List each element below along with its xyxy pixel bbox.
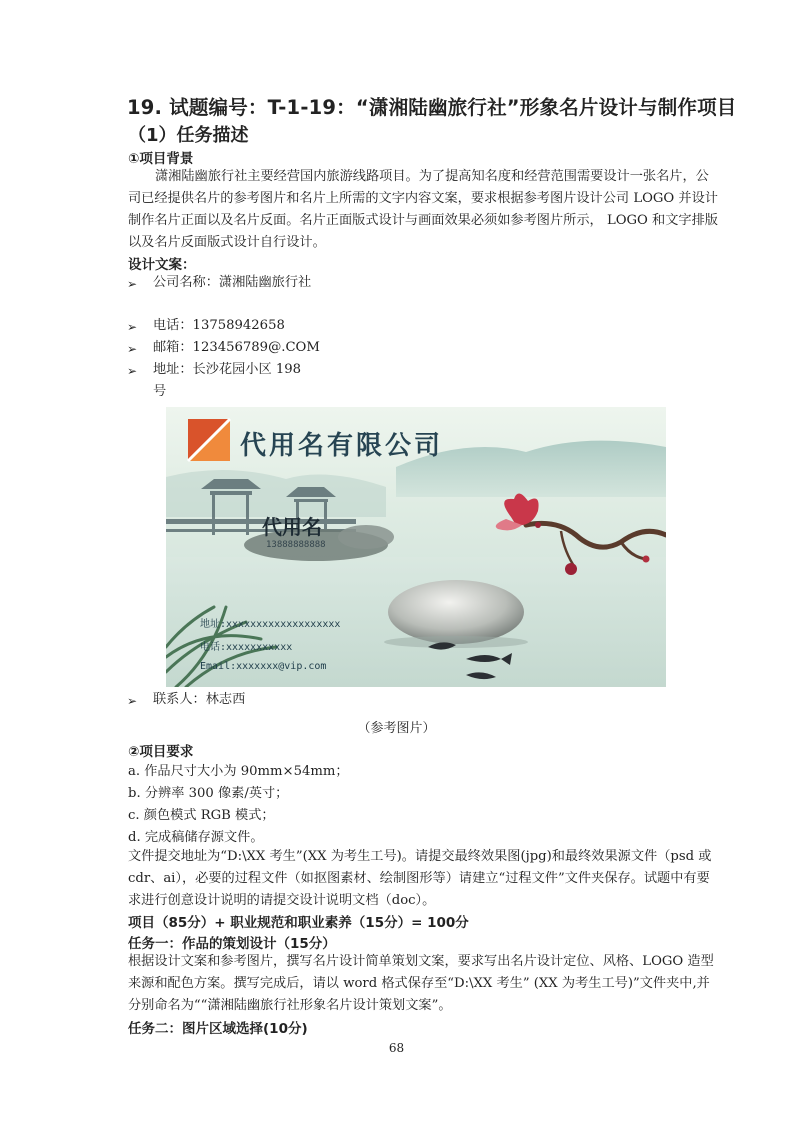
requirement-item: a. 作品尺寸大小为 90mm×54mm； bbox=[128, 764, 349, 779]
arrow-bullet-icon: ➢ bbox=[127, 277, 138, 291]
requirement-item: b. 分辨率 300 像素/英寸； bbox=[128, 786, 289, 801]
requirement-item: c. 颜色模式 RGB 模式； bbox=[128, 808, 275, 823]
page-title: 19. 试题编号：T-1-19：“潇湘陆幽旅行社”形象名片设计与制作项目 bbox=[127, 96, 737, 119]
card-phone: 13888888888 bbox=[266, 540, 326, 550]
background-paragraph: 潇湘陆幽旅行社主要经营国内旅游线路项目。为了提高知名度和经营范围需要设计一张名片，公司已经提供名片的参考图片和名片上所需的文字内容文案，要求根据参考图片设计公司 LOGO 并设计制作名片正面以及名片反面。名片正面版式设计与画面效果必须如参考图片所示， LOGO 和文字排版以及名片反面版式设计自行设计。 bbox=[128, 169, 718, 250]
requirement-item: d. 完成稿储存源文件。 bbox=[128, 830, 264, 845]
arrow-bullet-icon: ➢ bbox=[127, 320, 138, 334]
card-email: Email:xxxxxxx@vip.com bbox=[200, 661, 327, 672]
image-caption: （参考图片） bbox=[357, 721, 436, 736]
section-heading-task: （1）任务描述 bbox=[128, 125, 249, 146]
heading-task-one: 任务一：作品的策划设计（15分） bbox=[128, 936, 336, 952]
submission-paragraph: 文件提交地址为“D:\XX 考生”(XX 为考生工号)。请提交最终效果图(jpg)和最终效果源文件（psd 或cdr、ai），必要的过程文件（如抠图素材、绘制图形等）请建立“过程文件”文件夹保存。试题中有要求进行创意设计说明的请提交设计说明文档（doc）。 bbox=[128, 849, 712, 908]
copy-item-company: 公司名称：潇湘陆幽旅行社 bbox=[153, 275, 312, 290]
task-one-paragraph: 根据设计文案和参考图片，撰写名片设计简单策划文案，要求写出名片设计定位、风格、LOGO 造型来源和配色方案。撰写完成后，请以 word 格式保存至“D:\XX 考生” (XX 为考生工号)”文件夹中,并分别命名为““潇湘陆幽旅行社形象名片设计策划文案”。 bbox=[128, 954, 714, 1013]
heading-design-copy: 设计文案： bbox=[128, 257, 196, 273]
heading-task-two: 任务二：图片区域选择(10分) bbox=[128, 1021, 308, 1037]
card-company-name: 代用名有限公司 bbox=[240, 431, 444, 461]
card-person-name: 代用名 bbox=[262, 515, 322, 539]
reference-business-card-image bbox=[166, 407, 666, 687]
card-tel: 电话:xxxxxxxxxxx bbox=[200, 642, 293, 653]
copy-item-contact: 联系人：林志西 bbox=[153, 692, 246, 707]
page-number: 68 bbox=[388, 1041, 405, 1055]
arrow-bullet-icon: ➢ bbox=[127, 694, 138, 708]
copy-item-email: 邮箱：123456789@.COM bbox=[153, 340, 320, 355]
card-address: 地址:xxxxxxxxxxxxxxxxxxx bbox=[200, 619, 341, 630]
copy-item-phone: 电话：13758942658 bbox=[153, 318, 285, 333]
arrow-bullet-icon: ➢ bbox=[127, 342, 138, 356]
score-line: 项目（85分）+ 职业规范和职业素养（15分）= 100分 bbox=[128, 915, 469, 931]
copy-item-address: 地址：长沙花园小区 198号 bbox=[153, 362, 302, 399]
heading-project-requirements: ②项目要求 bbox=[128, 744, 194, 760]
heading-project-background: ①项目背景 bbox=[128, 151, 194, 167]
arrow-bullet-icon: ➢ bbox=[127, 364, 138, 378]
